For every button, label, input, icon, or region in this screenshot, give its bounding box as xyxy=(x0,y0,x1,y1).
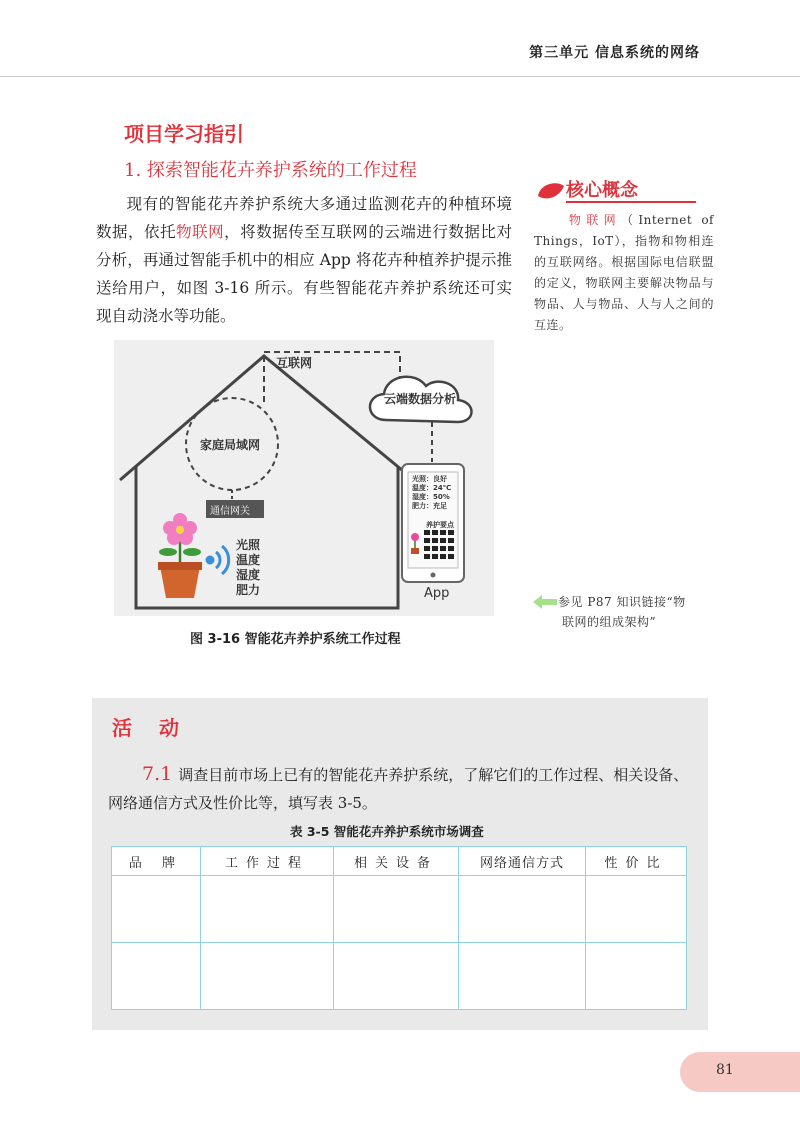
sensor-labels xyxy=(236,538,260,598)
running-header: 第三单元 信息系统的网络 xyxy=(529,45,700,61)
table-cell[interactable] xyxy=(586,876,687,943)
wireless-signal-icon xyxy=(207,546,229,574)
gateway-label: 通信网关 xyxy=(210,506,250,517)
table-caption: 表 3-5 智能花卉养护系统市场调查 xyxy=(290,824,484,839)
task-text: 调查目前市场上已有的智能花卉养护系统，了解它们的工作过程、相关设备、网络通信方式及性价比等，填写表 3-5。 xyxy=(108,766,689,812)
see-also-note xyxy=(532,592,722,632)
body-paragraph xyxy=(96,190,512,330)
app-status-humidity: 湿度：50% xyxy=(412,493,450,501)
app-status-temperature: 温度：24℃ xyxy=(412,484,452,492)
phone-home-button xyxy=(431,573,436,578)
core-concept-title: 核心概念 xyxy=(566,180,638,201)
market-survey-table xyxy=(111,846,687,1010)
sensor-label-fertility: 肥力 xyxy=(236,583,261,597)
core-concept-body xyxy=(534,210,714,336)
table-header-row xyxy=(112,847,687,876)
activity-task xyxy=(108,760,694,817)
concept-term: 物联网 xyxy=(564,213,621,227)
col-header-process: 工作过程 xyxy=(201,847,334,876)
sensor-label-humidity: 湿度 xyxy=(236,568,261,582)
app-status-fertility: 肥力：充足 xyxy=(412,502,447,510)
see-also-line-2: 联网的组成架构” xyxy=(562,615,657,629)
home-lan-label: 家庭局域网 xyxy=(200,438,261,452)
app-status-list xyxy=(412,475,451,511)
table-cell[interactable] xyxy=(459,943,586,1010)
col-header-devices: 相关设备 xyxy=(334,847,459,876)
subsection-title: 1. 探索智能花卉养护系统的工作过程 xyxy=(124,160,417,181)
see-also-line-1: 参见 P87 知识链接“物 xyxy=(558,595,686,609)
house-roof xyxy=(120,356,414,480)
paragraph-text-1: 现有的智能花卉养护系统大多通过监测花卉的种植环境数据，依托 xyxy=(96,195,512,241)
table-cell[interactable] xyxy=(586,943,687,1010)
app-label: App xyxy=(424,586,450,601)
table-row xyxy=(112,876,687,943)
iot-term-highlight: 物联网 xyxy=(176,223,225,241)
left-arrow-icon xyxy=(532,594,558,610)
app-status-light: 光照：良好 xyxy=(412,475,447,483)
page-number-badge xyxy=(680,1052,800,1092)
flower-pot-icon xyxy=(158,513,202,598)
sensor-label-light: 光照 xyxy=(236,538,261,552)
paragraph-text-2: ，将数据传至互联网的云端进行数据比对分析，再通过智能手机中的相应 App 将花卉种植养护提示推送给用户，如图 3-16 所示。有些智能花卉养护系统还可实现自动浇水等功能。 xyxy=(96,223,512,325)
table-cell[interactable] xyxy=(459,876,586,943)
task-number: 7.1 xyxy=(142,763,173,785)
col-header-value: 性价比 xyxy=(586,847,687,876)
table-cell[interactable] xyxy=(334,943,459,1010)
cloud-analysis-label: 云端数据分析 xyxy=(384,392,457,406)
table-cell[interactable] xyxy=(334,876,459,943)
activity-title: 活 动 xyxy=(112,716,189,740)
table-cell[interactable] xyxy=(201,876,334,943)
header-rule xyxy=(0,76,800,77)
app-tips-label: 养护要点 xyxy=(426,521,454,529)
table-row xyxy=(112,943,687,1010)
table-cell[interactable] xyxy=(201,943,334,1010)
core-concept-underline xyxy=(566,201,696,203)
table-cell[interactable] xyxy=(112,943,201,1010)
internet-label: 互联网 xyxy=(276,356,313,370)
page-number: 81 xyxy=(716,1062,734,1078)
figure-smart-flower-system xyxy=(114,340,494,616)
col-header-network: 网络通信方式 xyxy=(459,847,586,876)
table-cell[interactable] xyxy=(112,876,201,943)
col-header-brand: 品 牌 xyxy=(112,847,201,876)
figure-caption: 图 3-16 智能花卉养护系统工作过程 xyxy=(190,632,401,647)
section-title: 项目学习指引 xyxy=(124,122,244,146)
concept-definition: （Internet of Things，IoT），指物和物相连的互联网络。根据国际电信联盟的定义，物联网主要解决物品与物品、人与物品、人与人之间的互连。 xyxy=(534,213,714,332)
sensor-label-temperature: 温度 xyxy=(236,553,261,567)
